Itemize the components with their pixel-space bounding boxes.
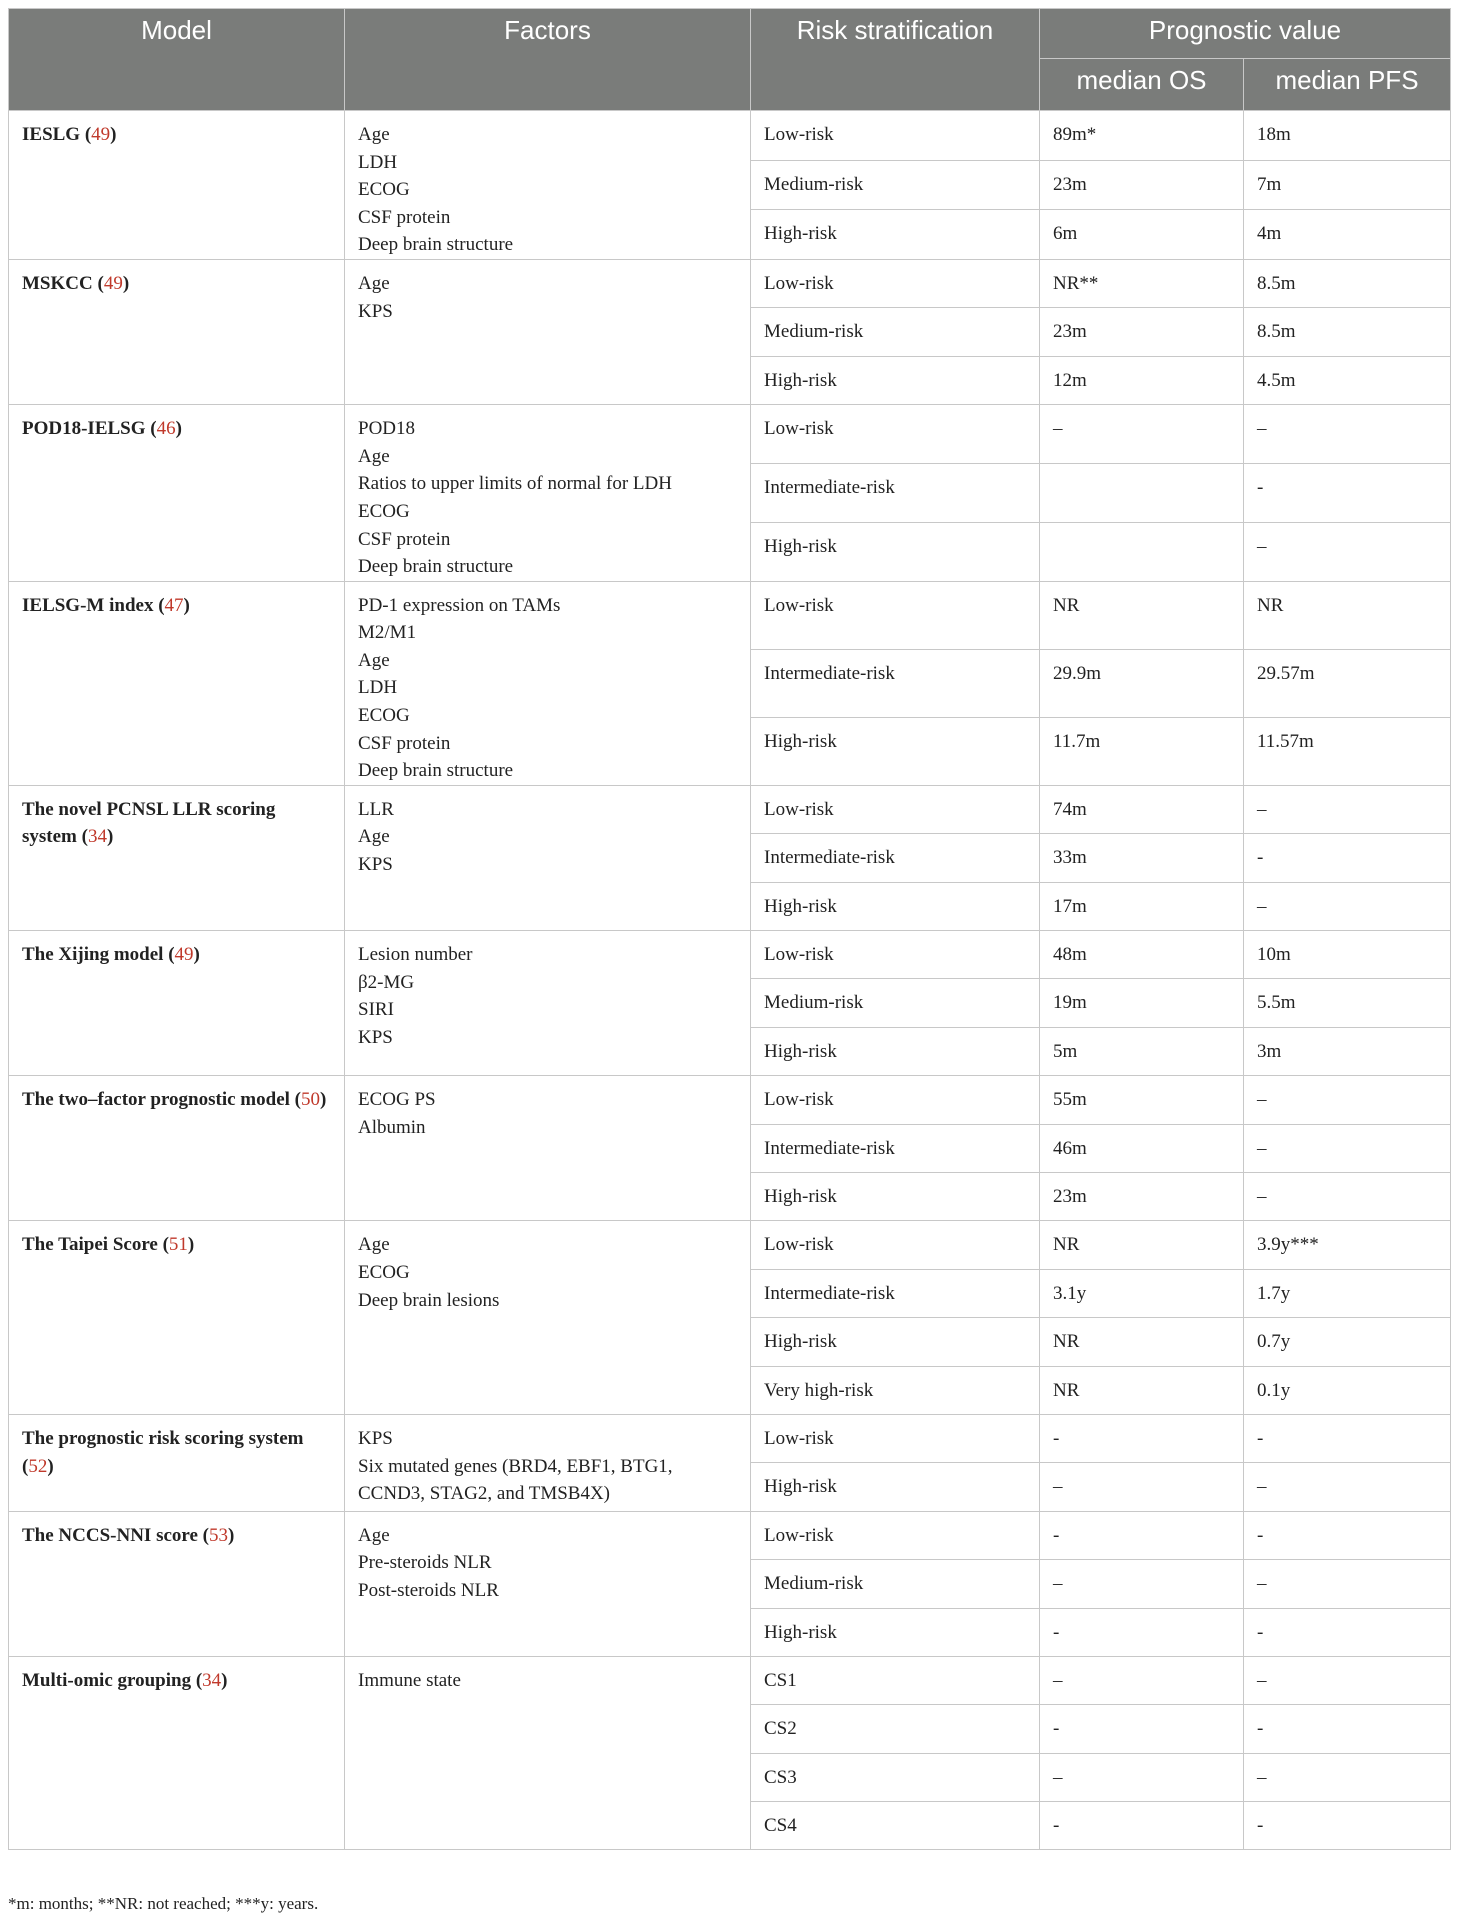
factor-item: Deep brain structure xyxy=(358,234,514,256)
median-os-cell: NR xyxy=(1040,1221,1244,1269)
median-os-cell: 23m xyxy=(1040,160,1244,210)
risk-level-cell: High-risk xyxy=(751,1463,1040,1511)
median-pfs-cell: – xyxy=(1244,1172,1451,1220)
median-pfs-cell: – xyxy=(1244,1076,1451,1124)
citation-link[interactable]: 34 xyxy=(87,826,107,848)
factor-item: KPS xyxy=(358,1026,393,1048)
median-os-cell: 11.7m xyxy=(1040,717,1244,785)
risk-level-cell: High-risk xyxy=(751,717,1040,785)
model-cell: The prognostic risk scoring system (52) xyxy=(9,1414,345,1511)
factor-item: Post-steroids NLR xyxy=(358,1579,499,1601)
model-name: The NCCS-NNI score xyxy=(22,1524,198,1546)
median-pfs-cell: – xyxy=(1244,1753,1451,1801)
factors-cell xyxy=(345,259,751,404)
risk-level-cell: High-risk xyxy=(751,356,1040,404)
header-factors: Factors xyxy=(345,9,751,111)
risk-level-cell: Intermediate-risk xyxy=(751,1269,1040,1317)
risk-level-cell: Medium-risk xyxy=(751,1560,1040,1608)
risk-level-cell: High-risk xyxy=(751,522,1040,581)
median-os-cell: 5m xyxy=(1040,1027,1244,1075)
risk-level-cell: CS4 xyxy=(751,1802,1040,1850)
median-os-cell: 19m xyxy=(1040,979,1244,1027)
factor-item: ECOG xyxy=(358,1261,410,1283)
risk-level-cell: Low-risk xyxy=(751,931,1040,979)
factor-item: Six mutated genes (BRD4, EBF1, BTG1, CCND3, STAG2, and TMSB4X) xyxy=(358,1455,673,1505)
factor-item: Age xyxy=(358,1524,390,1546)
median-os-cell: – xyxy=(1040,1753,1244,1801)
median-os-cell: - xyxy=(1040,1608,1244,1656)
median-pfs-cell: 5.5m xyxy=(1244,979,1451,1027)
factor-item: Age xyxy=(358,445,390,467)
median-pfs-cell: 10m xyxy=(1244,931,1451,979)
median-os-cell: – xyxy=(1040,1463,1244,1511)
risk-level-cell: Low-risk xyxy=(751,1076,1040,1124)
table-row xyxy=(9,405,1451,464)
factor-item: β2-MG xyxy=(358,971,415,993)
risk-level-cell: High-risk xyxy=(751,1318,1040,1366)
prognostic-models-table xyxy=(8,8,1451,1850)
model-cell: The Taipei Score (51) xyxy=(9,1221,345,1415)
model-cell: IELSG-M index (47) xyxy=(9,581,345,785)
median-pfs-cell: – xyxy=(1244,405,1451,464)
model-cell: IESLG (49) xyxy=(9,111,345,260)
median-os-cell: – xyxy=(1040,1560,1244,1608)
median-pfs-cell: 8.5m xyxy=(1244,259,1451,307)
median-os-cell: - xyxy=(1040,1705,1244,1753)
median-pfs-cell: 4m xyxy=(1244,210,1451,260)
risk-level-cell: Low-risk xyxy=(751,581,1040,649)
risk-level-cell: Low-risk xyxy=(751,405,1040,464)
table-row xyxy=(9,581,1451,649)
median-pfs-cell: 0.7y xyxy=(1244,1318,1451,1366)
header-risk-stratification: Risk stratification xyxy=(751,9,1040,111)
citation-link[interactable]: 34 xyxy=(202,1669,222,1691)
risk-level-cell: Low-risk xyxy=(751,259,1040,307)
median-pfs-cell: – xyxy=(1244,522,1451,581)
factor-item: KPS xyxy=(358,300,393,322)
factor-item: CSF protein xyxy=(358,528,451,550)
risk-level-cell: Low-risk xyxy=(751,1511,1040,1559)
median-pfs-cell: 7m xyxy=(1244,160,1451,210)
median-os-cell: 33m xyxy=(1040,834,1244,882)
factors-cell xyxy=(345,1656,751,1850)
median-pfs-cell: - xyxy=(1244,1511,1451,1559)
median-pfs-cell: 4.5m xyxy=(1244,356,1451,404)
risk-level-cell: CS1 xyxy=(751,1656,1040,1704)
risk-level-cell: Low-risk xyxy=(751,111,1040,161)
risk-level-cell: Intermediate-risk xyxy=(751,463,1040,522)
median-pfs-cell: 0.1y xyxy=(1244,1366,1451,1414)
factor-item: ECOG xyxy=(358,500,410,522)
table-row xyxy=(9,111,1451,161)
median-os-cell xyxy=(1040,522,1244,581)
factor-item: Immune state xyxy=(358,1669,461,1691)
model-name: The prognostic risk scoring system xyxy=(22,1427,304,1449)
factor-item: Deep brain structure xyxy=(358,556,514,578)
factor-item: SIRI xyxy=(358,999,394,1021)
factor-item: Deep brain structure xyxy=(358,760,514,782)
citation-link[interactable]: 49 xyxy=(174,944,194,966)
factors-cell xyxy=(345,1076,751,1221)
table-row xyxy=(9,1076,1451,1124)
factor-item: Age xyxy=(358,826,390,848)
median-pfs-cell: – xyxy=(1244,882,1451,930)
risk-level-cell: Very high-risk xyxy=(751,1366,1040,1414)
factors-cell xyxy=(345,1511,751,1656)
factors-cell xyxy=(345,1221,751,1415)
model-cell: MSKCC (49) xyxy=(9,259,345,404)
median-pfs-cell: 8.5m xyxy=(1244,308,1451,356)
median-pfs-cell: 3.9y*** xyxy=(1244,1221,1451,1269)
factor-item: Age xyxy=(358,649,390,671)
median-os-cell: 48m xyxy=(1040,931,1244,979)
risk-level-cell: Medium-risk xyxy=(751,979,1040,1027)
median-pfs-cell: - xyxy=(1244,463,1451,522)
risk-level-cell: Low-risk xyxy=(751,1414,1040,1462)
table-row xyxy=(9,1656,1451,1704)
median-os-cell xyxy=(1040,463,1244,522)
header-model: Model xyxy=(9,9,345,111)
median-pfs-cell: – xyxy=(1244,1560,1451,1608)
factor-item: KPS xyxy=(358,1427,393,1449)
factor-item: Age xyxy=(358,272,390,294)
model-name: IELSG-M index xyxy=(22,594,154,616)
model-name: MSKCC xyxy=(22,272,93,294)
model-cell: POD18-IELSG (46) xyxy=(9,405,345,582)
risk-level-cell: High-risk xyxy=(751,1172,1040,1220)
factor-item: LDH xyxy=(358,677,398,699)
factors-cell xyxy=(345,581,751,785)
factors-cell xyxy=(345,785,751,930)
risk-level-cell: High-risk xyxy=(751,882,1040,930)
risk-level-cell: High-risk xyxy=(751,210,1040,260)
factor-item: ECOG PS xyxy=(358,1089,436,1111)
risk-level-cell: CS3 xyxy=(751,1753,1040,1801)
median-os-cell: - xyxy=(1040,1511,1244,1559)
factor-item: Age xyxy=(358,124,390,145)
factors-cell xyxy=(345,1414,751,1511)
median-os-cell: – xyxy=(1040,1656,1244,1704)
model-name: The Xijing model xyxy=(22,944,164,966)
factors-cell xyxy=(345,405,751,582)
median-os-cell: 89m* xyxy=(1040,111,1244,161)
median-pfs-cell: - xyxy=(1244,1705,1451,1753)
citation-link[interactable]: 52 xyxy=(28,1455,48,1477)
factor-item: CSF protein xyxy=(358,732,451,754)
risk-level-cell: Intermediate-risk xyxy=(751,1124,1040,1172)
risk-level-cell: Low-risk xyxy=(751,785,1040,833)
risk-level-cell: Medium-risk xyxy=(751,160,1040,210)
citation-link[interactable]: 49 xyxy=(91,124,111,145)
table-footnote: *m: months; **NR: not reached; ***y: years. xyxy=(8,1894,319,1913)
table-body xyxy=(9,111,1451,1850)
median-os-cell: 23m xyxy=(1040,1172,1244,1220)
median-os-cell: 3.1y xyxy=(1040,1269,1244,1317)
factor-item: LDH xyxy=(358,151,398,173)
median-pfs-cell: 29.57m xyxy=(1244,649,1451,717)
model-cell: The NCCS-NNI score (53) xyxy=(9,1511,345,1656)
table-row xyxy=(9,1511,1451,1559)
factor-item: Deep brain lesions xyxy=(358,1289,500,1311)
factor-item: Pre-steroids NLR xyxy=(358,1552,492,1574)
factor-item: ECOG xyxy=(358,179,410,201)
model-name: The novel PCNSL LLR scoring system xyxy=(22,798,276,848)
citation-link[interactable]: 51 xyxy=(168,1234,188,1256)
median-pfs-cell: - xyxy=(1244,1608,1451,1656)
risk-level-cell: High-risk xyxy=(751,1608,1040,1656)
table-row xyxy=(9,785,1451,833)
model-name: The two–factor prognostic model xyxy=(22,1089,290,1111)
risk-level-cell: CS2 xyxy=(751,1705,1040,1753)
model-cell: The two–factor prognostic model (50) xyxy=(9,1076,345,1221)
factor-item: ECOG xyxy=(358,705,410,727)
citation-link[interactable]: 50 xyxy=(301,1089,320,1111)
median-os-cell: NR xyxy=(1040,1366,1244,1414)
median-pfs-cell: – xyxy=(1244,785,1451,833)
median-pfs-cell: - xyxy=(1244,1414,1451,1462)
factors-cell xyxy=(345,111,751,260)
median-os-cell: – xyxy=(1040,405,1244,464)
table-row xyxy=(9,931,1451,979)
factor-item: CSF protein xyxy=(358,206,451,228)
median-pfs-cell: 3m xyxy=(1244,1027,1451,1075)
model-name: IESLG xyxy=(22,124,81,145)
median-os-cell: 12m xyxy=(1040,356,1244,404)
model-name: Multi-omic grouping xyxy=(22,1669,192,1691)
factor-item: Ratios to upper limits of normal for LDH xyxy=(358,473,672,495)
median-os-cell: 29.9m xyxy=(1040,649,1244,717)
median-os-cell: NR** xyxy=(1040,259,1244,307)
header-prognostic-value: Prognostic value xyxy=(1040,9,1451,59)
median-os-cell: - xyxy=(1040,1802,1244,1850)
citation-link[interactable]: 49 xyxy=(103,272,123,294)
median-os-cell: 6m xyxy=(1040,210,1244,260)
median-os-cell: NR xyxy=(1040,1318,1244,1366)
factor-item: Albumin xyxy=(358,1116,426,1138)
median-pfs-cell: 1.7y xyxy=(1244,1269,1451,1317)
factor-item: M2/M1 xyxy=(358,622,417,644)
table-row xyxy=(9,259,1451,307)
risk-level-cell: Medium-risk xyxy=(751,308,1040,356)
citation-link[interactable]: 53 xyxy=(209,1524,228,1546)
table-row xyxy=(9,1221,1451,1269)
median-pfs-cell: – xyxy=(1244,1656,1451,1704)
factor-item: KPS xyxy=(358,854,393,876)
median-pfs-cell: - xyxy=(1244,1802,1451,1850)
citation-link[interactable]: 47 xyxy=(164,594,184,616)
model-cell: The novel PCNSL LLR scoring system (34) xyxy=(9,785,345,930)
citation-link[interactable]: 46 xyxy=(156,418,176,440)
factor-item: PD-1 expression on TAMs xyxy=(358,594,561,616)
median-os-cell: NR xyxy=(1040,581,1244,649)
model-cell: The Xijing model (49) xyxy=(9,931,345,1076)
median-pfs-cell: 11.57m xyxy=(1244,717,1451,785)
table-row xyxy=(9,1414,1451,1462)
risk-level-cell: Low-risk xyxy=(751,1221,1040,1269)
factor-item: POD18 xyxy=(358,418,416,440)
median-os-cell: - xyxy=(1040,1414,1244,1462)
median-pfs-cell: – xyxy=(1244,1463,1451,1511)
risk-level-cell: High-risk xyxy=(751,1027,1040,1075)
median-pfs-cell: 18m xyxy=(1244,111,1451,161)
median-pfs-cell: NR xyxy=(1244,581,1451,649)
median-pfs-cell: – xyxy=(1244,1124,1451,1172)
risk-level-cell: Intermediate-risk xyxy=(751,834,1040,882)
median-pfs-cell: - xyxy=(1244,834,1451,882)
factor-item: LLR xyxy=(358,798,394,820)
factor-item: Age xyxy=(358,1234,390,1256)
model-name: The Taipei Score xyxy=(22,1234,158,1256)
median-os-cell: 17m xyxy=(1040,882,1244,930)
model-name: POD18-IELSG xyxy=(22,418,146,440)
header-median-pfs: median PFS xyxy=(1244,59,1451,111)
header-median-os: median OS xyxy=(1040,59,1244,111)
median-os-cell: 46m xyxy=(1040,1124,1244,1172)
median-os-cell: 23m xyxy=(1040,308,1244,356)
model-cell: Multi-omic grouping (34) xyxy=(9,1656,345,1850)
median-os-cell: 55m xyxy=(1040,1076,1244,1124)
table-header xyxy=(9,9,1451,111)
factors-cell xyxy=(345,931,751,1076)
risk-level-cell: Intermediate-risk xyxy=(751,649,1040,717)
median-os-cell: 74m xyxy=(1040,785,1244,833)
factor-item: Lesion number xyxy=(358,944,473,966)
